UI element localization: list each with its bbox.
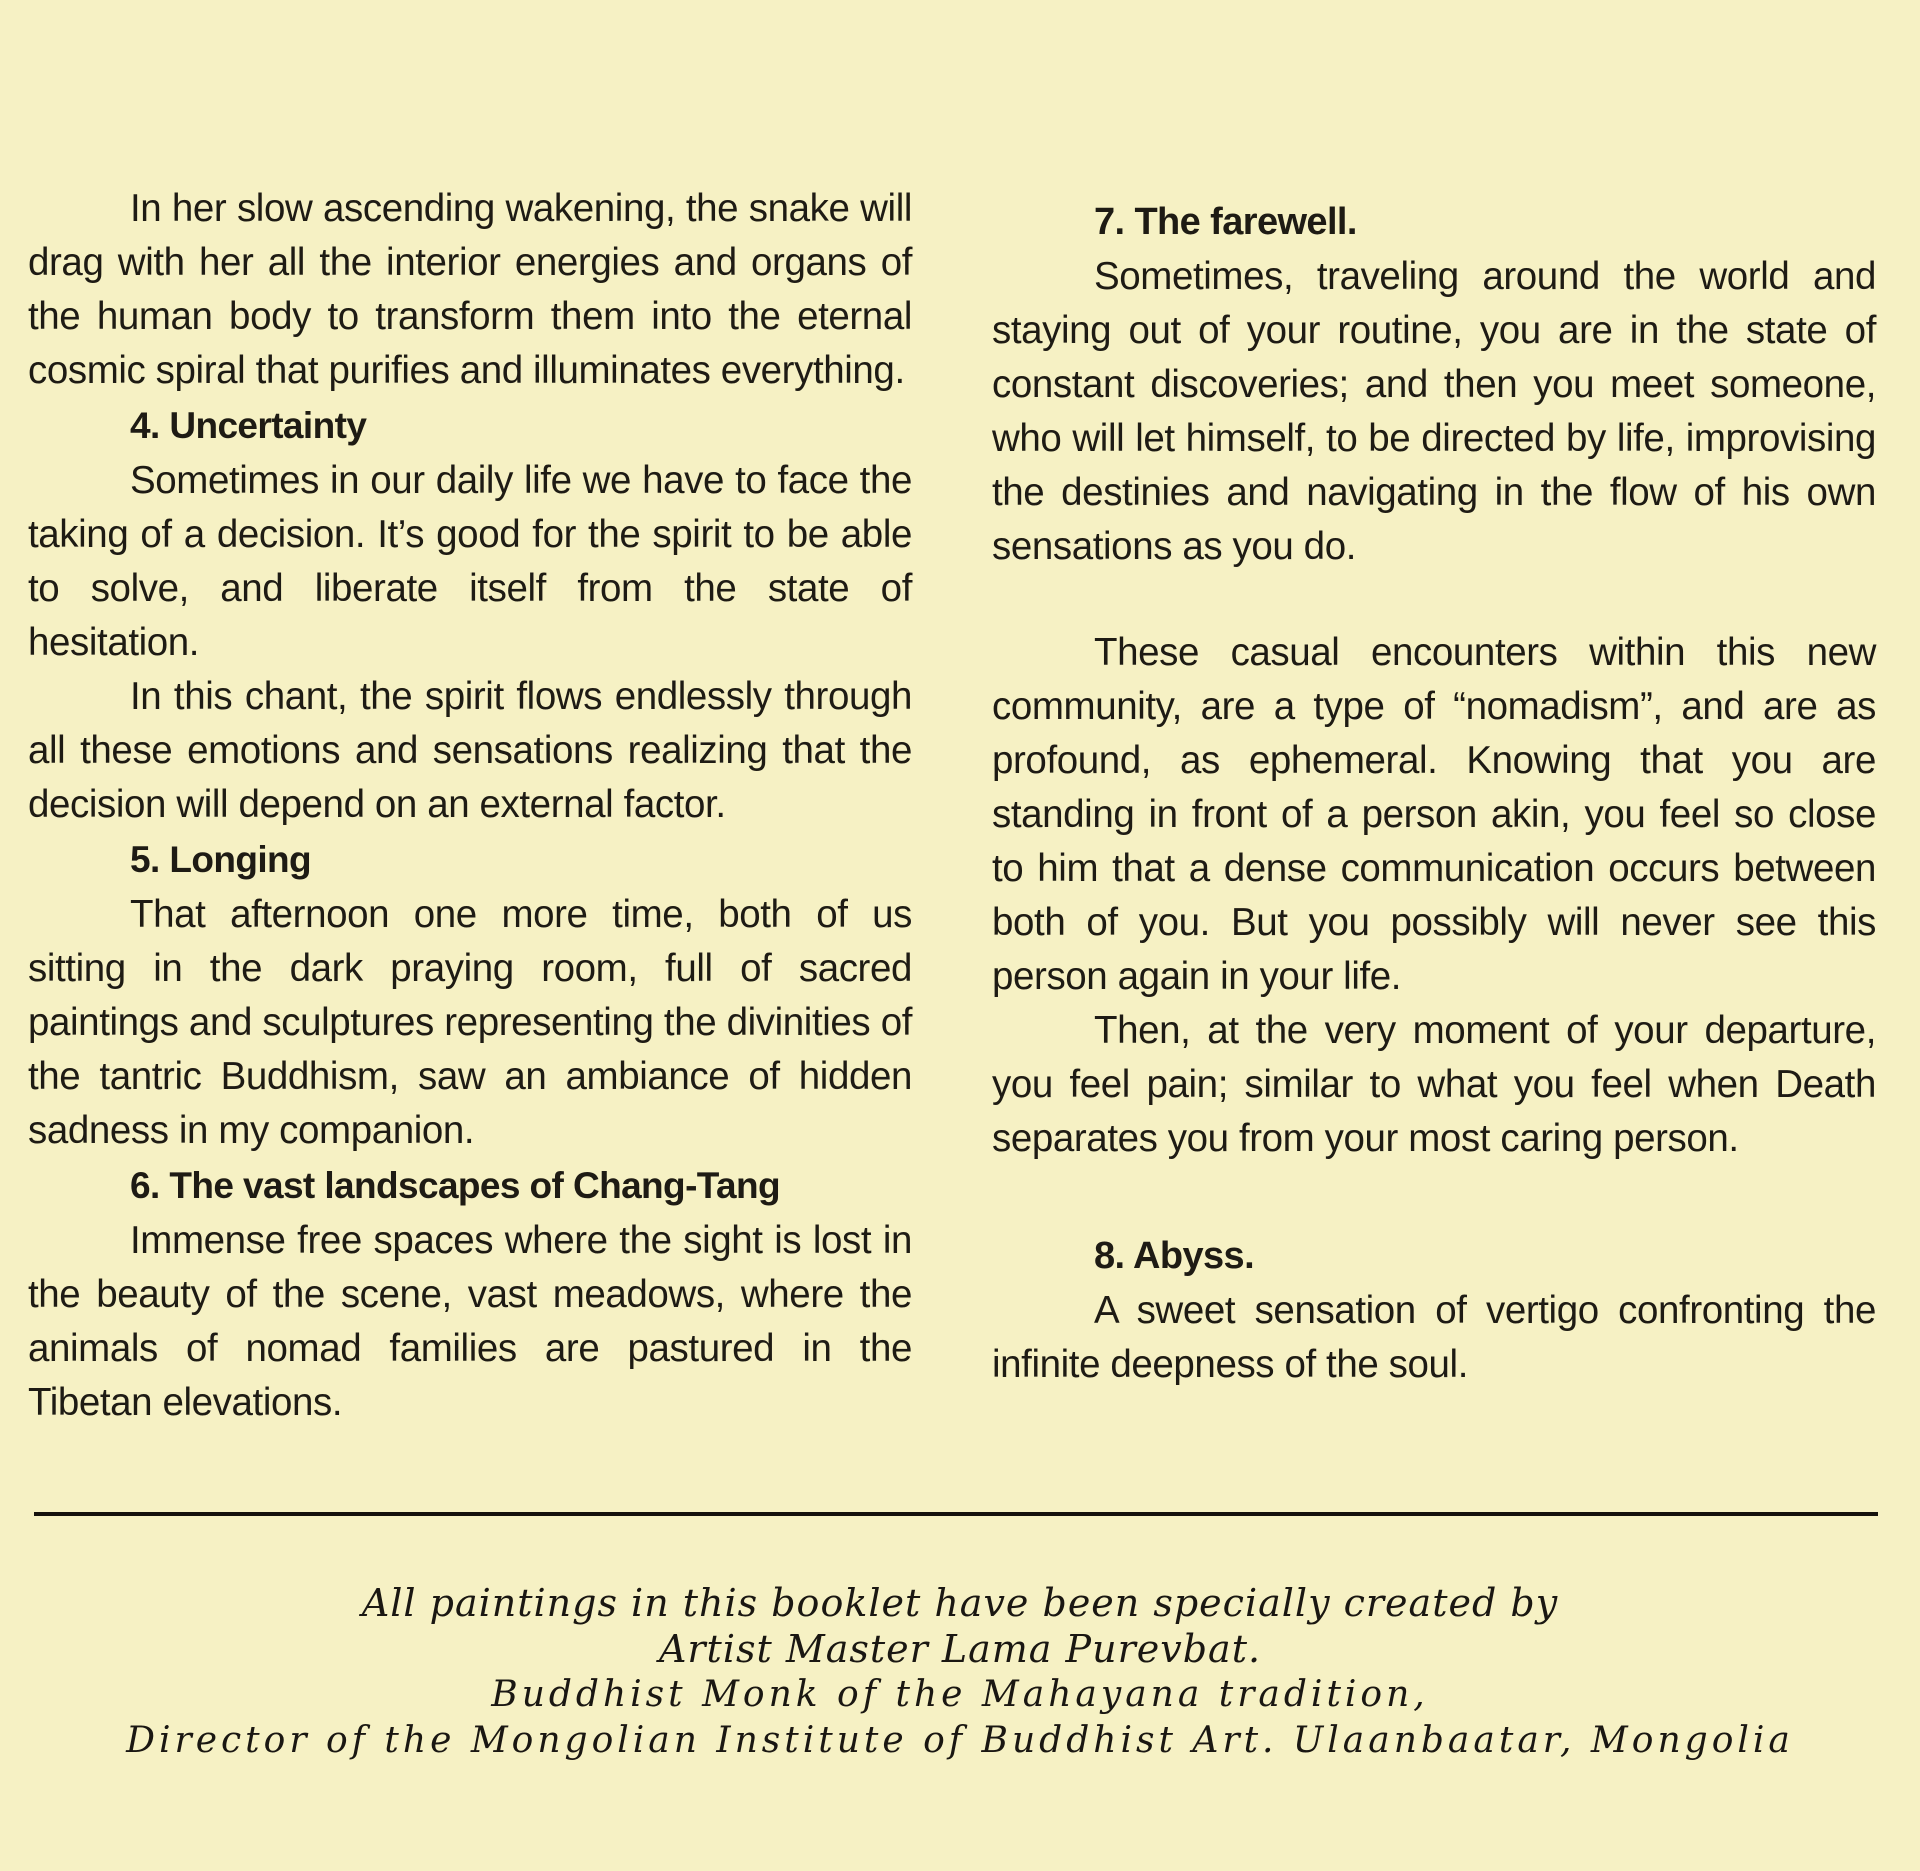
section-8-heading: 8. Abyss. [1094,1235,1255,1277]
section-5-heading: 5. Longing [130,839,312,880]
section-5-paragraph-1: That afternoon one more time, both of us sitting in the dark praying room, full of sacred paintings and sculptures representing the divinities of the tantric Buddhism, saw an ambiance of hidden sadness in my companion. [28,893,912,1152]
section-4-paragraph-2: In this chant, the spirit flows endlessly through all these emotions and sensations realizing that the decision will depend on an external factor. [28,675,912,826]
right-column [992,194,1876,1392]
section-7-paragraph-3: Then, at the very moment of your departure, you feel pain; similar to what you feel when Death separates you from your most caring person. [992,1009,1876,1160]
section-spacer [992,1166,1876,1228]
credits-block [0,1580,1920,1764]
section-7-paragraph-1: Sometimes, traveling around the world and staying out of your routine, you are in the state of constant discoveries; and then you meet someone, who will let himself, to be directed by life, improvising the destinies and navigating in the flow of his own sensations as you do. [992,255,1876,568]
section-4-heading: 4. Uncertainty [130,405,367,446]
section-6-paragraph-1: Immense free spaces where the sight is lost in the beauty of the scene, vast meadows, where the animals of nomad families are pastured in the Tibetan elevations. [28,1219,912,1424]
intro-paragraph: In her slow ascending wakening, the snake will drag with her all the interior energies and organs of the human body to transform them into the eternal cosmic spiral that purifies and illuminates everything. [28,187,912,392]
paragraph-spacer [992,574,1876,626]
section-6-heading: 6. The vast landscapes of Chang-Tang [130,1165,781,1206]
section-7-heading: 7. The farewell. [1094,201,1357,243]
section-8-paragraph-1: A sweet sensation of vertigo confronting the infinite deepness of the soul. [992,1289,1876,1386]
credits-line-4: Director of the Mongolian Institute of Buddhist Art. Ulaanbaatar, Mongolia [126,1720,1794,1761]
horizontal-divider [34,1512,1878,1516]
section-7-paragraph-2: These casual encounters within this new community, are a type of “nomadism”, and are as profound, as ephemeral. Knowing that you are standing in front of a person akin, you feel so close to him that a dense communication occurs between both of you. But you possibly will never see this person again in your life. [992,631,1876,998]
credits-line-2: Artist Master Lama Purevbat. [658,1627,1262,1671]
section-4-paragraph-1: Sometimes in our daily life we have to face the taking of a decision. It’s good for the spirit to be able to solve, and liberate itself from the state of hesitation. [28,459,912,664]
credits-line-3: Buddhist Monk of the Mahayana tradition, [491,1674,1429,1715]
credits-line-1: All paintings in this booklet have been specially created by [361,1581,1559,1625]
left-column [28,182,912,1430]
